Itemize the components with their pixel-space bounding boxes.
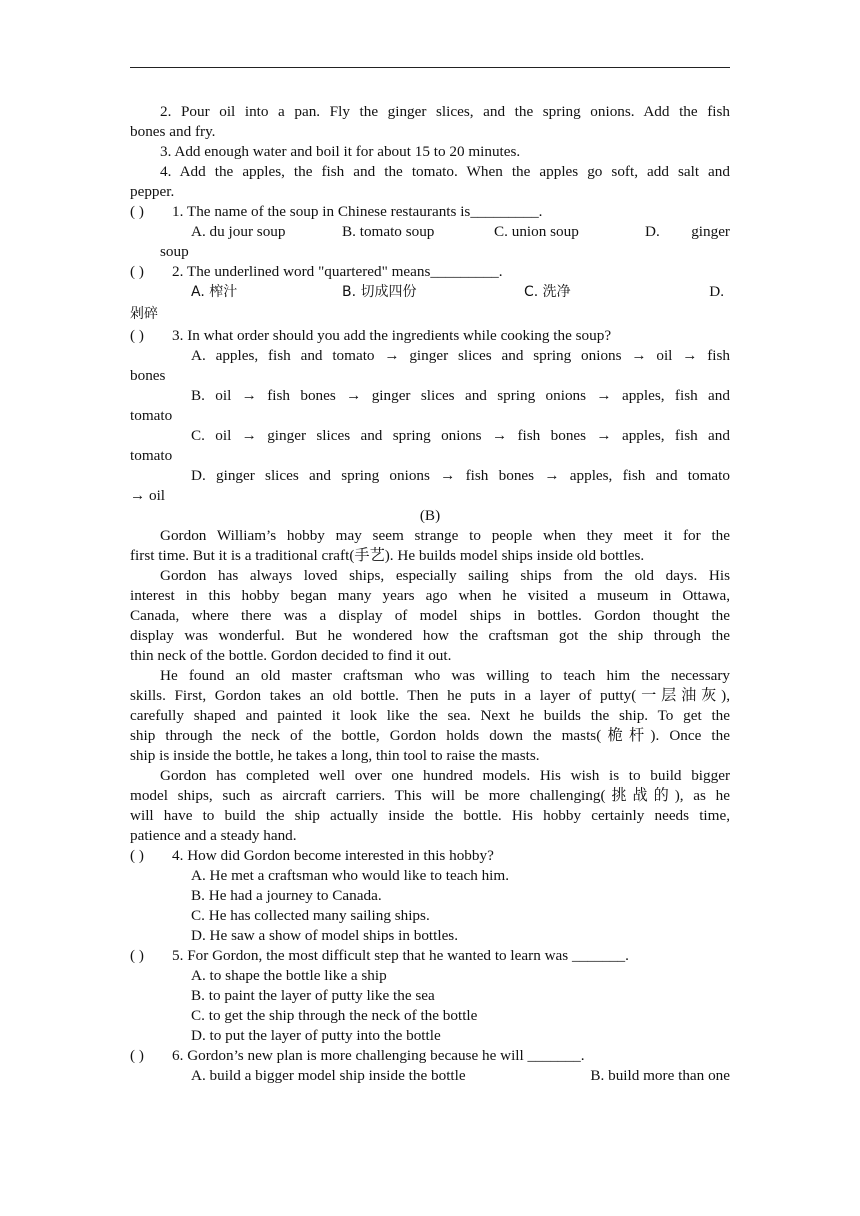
question-4-option-b: B. He had a journey to Canada. [191,887,382,904]
question-2-options [130,282,730,304]
question-3-option-c-line-2: tomato [130,447,173,464]
question-3-option-d-line-2: → oil [130,487,166,504]
question-3-option-b-line-1: B. oil → fish bones → ginger slices and spring onions → apples, fish and [191,387,730,404]
option-d-text: ginger [691,223,730,240]
paragraph-1-line-2: first time. But it is a traditional craft(手艺). He builds model ships inside old bottles. [130,547,645,564]
passage-heading: (B) [419,507,441,524]
question-4-option-d: D. He saw a show of model ships in bottles. [191,927,459,944]
recipe-step-4-line-1: 4. Add the apples, the fish and the tomato. When the apples go soft, add salt and [160,163,730,180]
question-3-option-a-line-1: A. apples, fish and tomato → ginger slices and spring onions → oil → fish [191,347,730,364]
option-c: C. union soup [494,223,579,240]
option-a: A. du jour soup [191,223,286,240]
answer-blank[interactable]: ( ) [130,947,144,964]
question-2-option-d-cont: 剁碎 [130,306,158,322]
paragraph-2-line-5: thin neck of the bottle. Gordon decided to find it out. [130,647,452,664]
question-text: 2. The underlined word "quartered" means_________. [172,263,503,280]
question-4-stem [130,846,730,866]
paragraph-3-line-1: He found an old master craftsman who was willing to teach him the necessary [160,667,730,684]
question-text: 3. In what order should you add the ingredients while cooking the soup? [172,327,612,344]
question-text: 6. Gordon’s new plan is more challenging because he will _______. [172,1047,585,1064]
paragraph-2-line-1: Gordon has always loved ships, especially sailing ships from the old days. His [160,567,730,584]
question-5-option-c: C. to get the ship through the neck of the bottle [191,1007,478,1024]
option-b: B. 切成四份 [342,284,417,300]
paragraph-2-line-3: Canada, where there was a display of model ships in bottles. Gordon thought the [130,607,730,624]
paragraph-2-line-2: interest in this hobby began many years ago when he visited a museum in Ottawa, [130,587,730,604]
paragraph-4-line-3: will have to build the ship actually inside the bottle. His hobby certainly needs time, [130,807,730,824]
question-text: 5. For Gordon, the most difficult step that he wanted to learn was _______. [172,947,629,964]
document-page [130,102,730,1086]
paragraph-3-line-2: skills. First, Gordon takes an old bottle. Then he puts in a layer of putty(一层油灰), [130,687,730,704]
question-3-option-d-line-1: D. ginger slices and spring onions → fish bones → apples, fish and tomato [191,467,730,484]
paragraph-3-line-3: carefully shaped and painted it look like the sea. Next he builds the ship. To get the [130,707,730,724]
question-3-option-a-line-2: bones [130,367,166,384]
question-6-options [130,1066,730,1086]
question-1-stem [130,202,730,222]
recipe-step-4-line-2: pepper. [130,183,175,200]
answer-blank[interactable]: ( ) [130,847,144,864]
recipe-step-3: 3. Add enough water and boil it for about 15 to 20 minutes. [160,143,521,160]
option-d-letter: D. [709,283,724,300]
recipe-step-2-line-2: bones and fry. [130,123,216,140]
question-2-stem [130,262,730,282]
question-5-option-a: A. to shape the bottle like a ship [191,967,387,984]
question-6-stem [130,1046,730,1066]
question-4-option-a: A. He met a craftsman who would like to teach him. [191,867,510,884]
answer-blank[interactable]: ( ) [130,1047,144,1064]
paragraph-3-line-4: ship through the neck of the bottle, Gordon holds down the masts(桅杆). Once the [130,727,730,744]
question-3-stem [130,326,730,346]
question-text: 1. The name of the soup in Chinese restaurants is_________. [172,203,543,220]
question-3-option-c-line-1: C. oil → ginger slices and spring onions → fish bones → apples, fish and [191,427,730,444]
answer-blank[interactable]: ( ) [130,203,144,220]
paragraph-1-line-1: Gordon William’s hobby may seem strange to people when they meet it for the [160,527,730,544]
answer-blank[interactable]: ( ) [130,263,144,280]
paragraph-4-line-2: model ships, such as aircraft carriers. This will be more challenging(挑战的), as he [130,787,730,804]
paragraph-3-line-5: ship is inside the bottle, he takes a long, thin tool to raise the masts. [130,747,540,764]
question-1-option-d-cont: soup [160,243,189,260]
paragraph-4-line-4: patience and a steady hand. [130,827,297,844]
option-a: A. 榨汁 [191,284,238,300]
option-b: B. tomato soup [342,223,435,240]
question-5-option-b: B. to paint the layer of putty like the sea [191,987,435,1004]
question-text: 4. How did Gordon become interested in this hobby? [172,847,494,864]
question-3-option-b-line-2: tomato [130,407,173,424]
option-b: B. build more than one [590,1067,730,1084]
option-d-letter: D. [645,223,660,240]
paragraph-4-line-1: Gordon has completed well over one hundred models. His wish is to build bigger [160,767,730,784]
answer-blank[interactable]: ( ) [130,327,144,344]
question-1-options [130,222,730,242]
recipe-step-2-line-1: 2. Pour oil into a pan. Fly the ginger slices, and the spring onions. Add the fish [160,103,730,120]
question-4-option-c: C. He has collected many sailing ships. [191,907,430,924]
option-a: A. build a bigger model ship inside the bottle [191,1067,466,1084]
option-c: C. 洗净 [524,284,571,300]
question-5-stem [130,946,730,966]
paragraph-2-line-4: display was wonderful. But he wondered how the craftsman got the ship through the [130,627,730,644]
question-5-option-d: D. to put the layer of putty into the bottle [191,1027,441,1044]
header-rule [130,67,730,68]
